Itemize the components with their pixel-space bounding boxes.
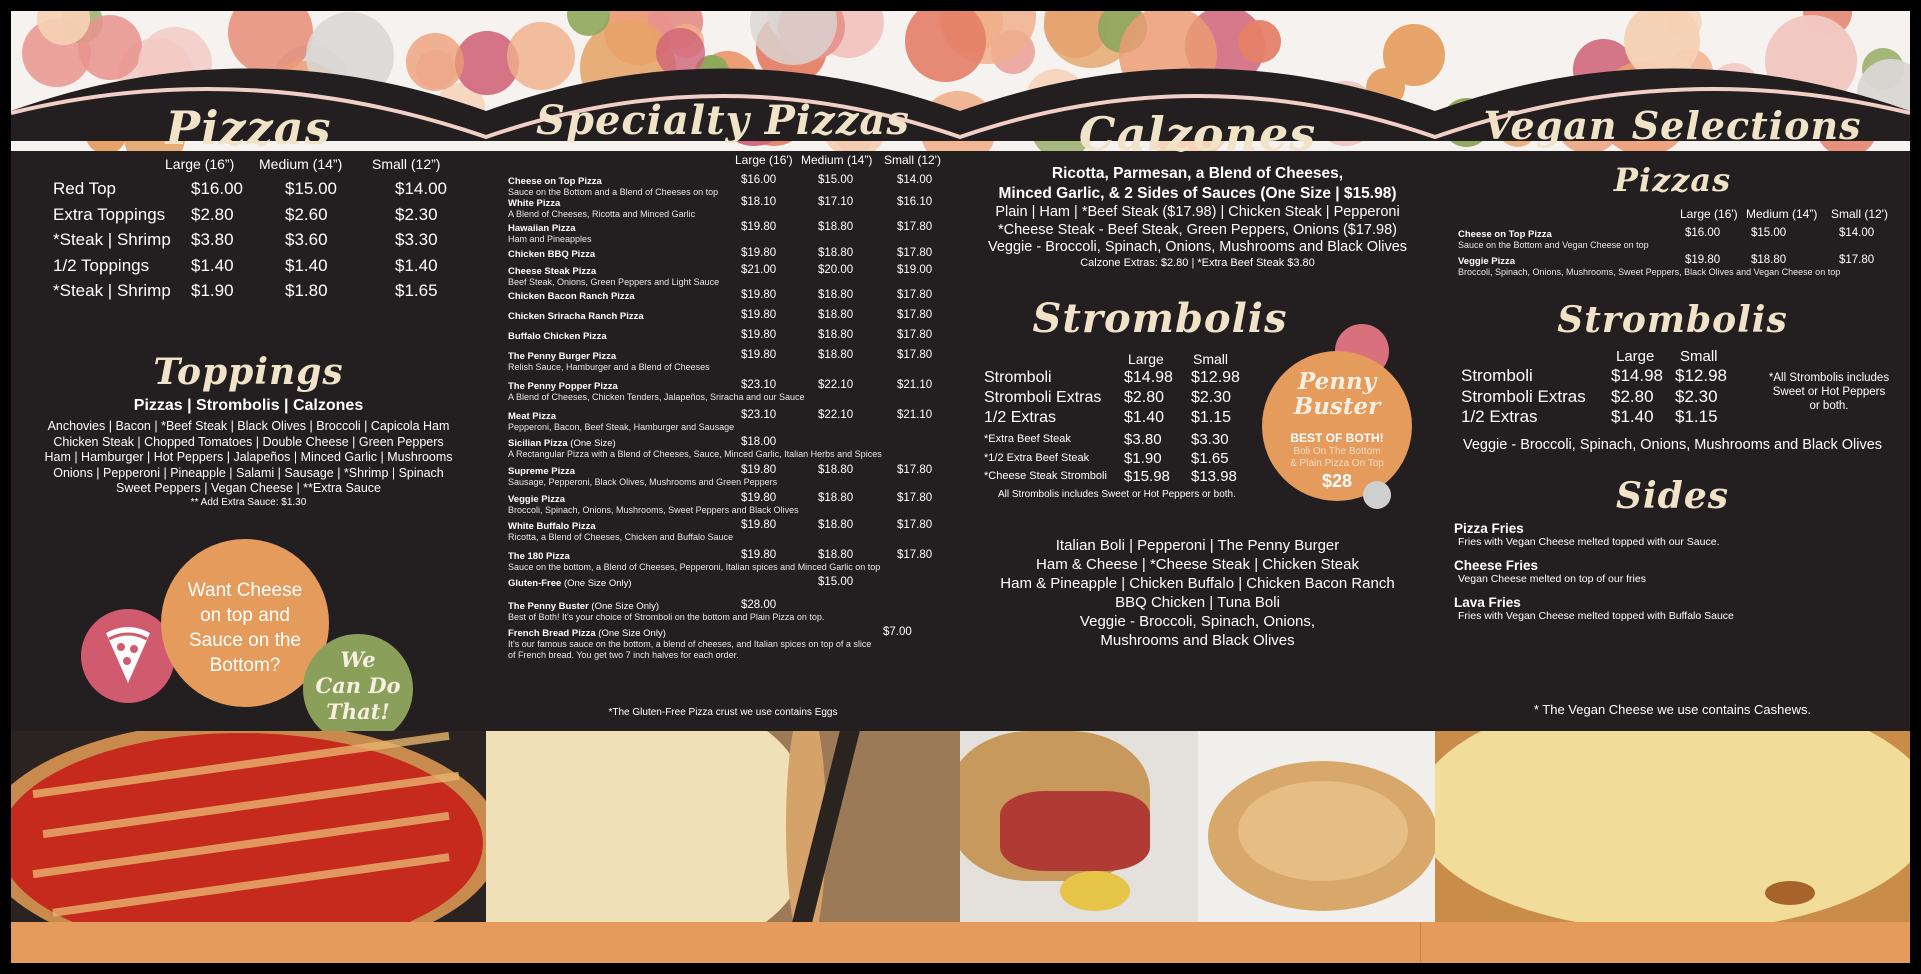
price-small: $1.15 [1675,407,1718,426]
price-large: $1.90 [191,281,234,300]
specialty-item [508,266,953,292]
specialty-item-size-note: (One Size Only) [561,578,632,589]
price-large: $21.00 [741,264,777,276]
price-large: $16.00 [1685,227,1721,239]
price-large: $23.10 [741,409,777,421]
vegan-side-description: Fries with Vegan Cheese melted topped with our Sauce. [1458,536,1720,548]
pizza-price-row [41,230,481,256]
vegan-side-item [1454,595,1904,622]
price-small: $17.80 [897,221,933,233]
price-small: $17.80 [897,492,933,504]
pizza-price-row [41,281,481,307]
vegan-side-item [1454,558,1904,585]
specialty-item-description: Sauce on the bottom, a Blend of Cheeses, Pepperoni, Italian spices and Minced Garlic on top [508,562,881,572]
specialty-item-name: Cheese on Top Pizza [508,176,602,187]
price-medium: $1.40 [285,255,328,275]
footer-band [11,922,1910,963]
vegan-stromboli-price-row [1461,407,1761,433]
specialty-item-name: Gluten-Free (One Size Only) [508,578,632,589]
stromboli-variety-line: Italian Boli | Pepperoni | The Penny Burger [1055,537,1340,554]
panel-pizzas [11,11,486,731]
price-small: $14.00 [395,179,447,198]
stromboli-variety-line: Ham & Pineapple | Chicken Buffalo | Chicken Bacon Ranch [1000,575,1395,592]
pizzas-title: Pizzas [165,101,332,155]
specialty-item-name: Chicken Sriracha Ranch Pizza [508,311,644,322]
price-small: $7.00 [883,626,912,638]
pizza-price-row [41,256,481,282]
extra-sauce-note: ** Add Extra Sauce: $1.30 [190,497,307,508]
price-large: $19.80 [741,329,777,341]
item-name: 1/2 Extras [984,409,1057,426]
price-large: $2.80 [191,204,234,224]
calzone-extras: Calzone Extras: $2.80 | *Extra Beef Steak $3.80 [1080,257,1315,269]
calzones-heading-2: Minced Garlic, & 2 Sides of Sauces (One Size | $15.98) [998,185,1397,202]
price-small: $1.65 [1191,449,1229,467]
price-large: $1.90 [1124,449,1162,467]
price-small: $17.80 [897,519,933,531]
toppings-line: Ham | Hamburger | Hot Peppers | Jalapeños | Minced Garlic | Mushrooms [44,450,453,464]
we-can-do-that-text [303,647,413,725]
price-small: $17.80 [897,329,933,341]
vegan-sides-title: Sides [1615,475,1730,517]
penny-buster-desc-line: & Plain Pizza On Top [1290,458,1384,469]
vegan-stromboli-note [1759,371,1899,413]
item-name: Stromboli Extras [1461,386,1586,406]
specialty-item [508,601,953,627]
penny-buster-title-line: Penny [1297,368,1377,395]
calzone-option-line: *Cheese Steak - Beef Steak, Green Peppers, Onions ($17.98) [998,221,1397,238]
specialty-item-name: Sicilian Pizza (One Size) [508,438,616,449]
price-large: $28.00 [741,599,777,611]
vegan-side-name: Lava Fries [1454,595,1521,610]
red-top-pizza-photo [11,731,486,922]
vegan-pizza-name: Cheese on Top Pizza [1458,229,1552,240]
price-medium: $18.80 [818,492,854,504]
strombolis-header-small: Small [1193,351,1229,367]
price-large: $19.80 [741,519,777,531]
price-medium: $18.80 [818,349,854,361]
calzones-title: Calzones [1078,107,1317,161]
item-name: 1/2 Extras [1461,407,1538,426]
calzone-option-line: Veggie - Broccoli, Spinach, Onions, Mushrooms and Black Olives [987,239,1408,255]
price-medium: $18.80 [818,247,854,259]
specialty-item-description: A Blend of Cheeses, Chicken Tenders, Jalapeños, Sriracha and our Sauce [508,392,805,402]
specialty-item [508,521,953,547]
specialty-item-name: Meat Pizza [508,411,557,422]
specialty-item-description: Beef Steak, Onions, Green Peppers and Light Sauce [508,277,720,287]
penny-buster-desc-line: Boli On The Bottom [1293,446,1381,457]
price-large: $19.80 [741,289,777,301]
specialty-item-size-note: (One Size Only) [595,628,666,639]
badge-line: We [340,647,376,672]
vegan-pizza-list [1458,229,1898,289]
price-small: $13.98 [1191,468,1237,485]
penny-buster-price: $28 [1321,471,1353,491]
price-medium: $18.80 [818,519,854,531]
specialty-item-name: Supreme Pizza [508,466,576,477]
vegan-pizzas-title: Pizzas [1613,161,1732,199]
specialty-item-description: of French bread. You get two 7 inch halves for each order. [508,650,739,660]
specialty-item [508,494,953,520]
vegan-strombolis-title: Strombolis [1557,299,1788,341]
specialty-header-large: Large (16') [735,153,793,167]
price-large: $1.40 [1611,407,1654,426]
price-small: $3.30 [395,230,438,249]
price-small: $17.80 [897,349,933,361]
vegan-stromboli-veggie: Veggie - Broccoli, Spinach, Onions, Mushrooms and Black Olives [1462,437,1883,453]
penny-buster-title-line: Buster [1293,393,1381,420]
price-small: $1.65 [395,281,438,300]
calzone-photo [1198,731,1435,922]
specialty-item-description: Ham and Pineapples [508,234,592,244]
price-small: $17.80 [897,289,933,301]
stromboli-varieties [960,536,1435,650]
price-large: $19.80 [741,549,777,561]
price-large: $19.80 [741,492,777,504]
price-small: $2.30 [1675,386,1718,406]
price-large: $19.80 [741,309,777,321]
vegan-stromboli-note-line: Sweet or Hot Peppers [1772,386,1886,398]
specialty-item-description: Sausage, Pepperoni, Black Olives, Mushrooms and Green Peppers [508,477,778,487]
toppings-subtitle: Pizzas | Strombolis | Calzones [133,397,364,414]
price-medium: $15.00 [818,174,854,186]
specialty-item-name: White Buffalo Pizza [508,521,596,532]
price-medium: $18.80 [818,329,854,341]
price-large: $18.10 [741,196,777,208]
panel-calzones-strombolis [960,11,1435,731]
price-small: $17.80 [1839,254,1875,266]
price-large: $1.40 [1124,409,1165,426]
vegan-stromboli-note-line: or both. [1809,400,1849,412]
item-name: 1/2 Toppings [53,255,150,275]
stromboli-variety-line: BBQ Chicken | Tuna Boli [1115,594,1280,611]
price-small: $2.30 [395,204,438,224]
pizzas-header-medium: Medium (14”) [259,156,343,172]
panel-vegan-selections [1435,11,1910,731]
specialty-header-medium: Medium (14”) [801,153,873,167]
price-large: $19.80 [741,221,777,233]
vegan-pizza-header-large: Large (16') [1680,207,1738,221]
vegan-cheese-note: * The Vegan Cheese we use contains Cashews. [1533,702,1812,717]
item-name: Stromboli [1461,366,1533,385]
promo-line: on top and [200,605,290,626]
price-small: $17.80 [897,464,933,476]
price-medium: $3.60 [285,230,328,249]
specialty-item-name: Chicken Bacon Ranch Pizza [508,291,635,302]
vegan-pizza-description: Broccoli, Spinach, Onions, Mushrooms, Sweet Peppers, Black Olives and Vegan Cheese on top [1458,267,1841,277]
toppings-line: Chicken Steak | Chopped Tomatoes | Double Cheese | Green Peppers [53,434,444,449]
price-medium: $18.80 [1751,254,1787,266]
stromboli-variety-line: Ham & Cheese | *Cheese Steak | Chicken Steak [1036,556,1359,573]
price-large: $3.80 [1124,431,1162,448]
specialty-item-description: Relish Sauce, Hamburger and a Blend of Cheeses [508,362,710,372]
specialty-item-description: A Rectangular Pizza with a Blend of Cheeses, Sauce, Minced Garlic, Italian Herbs and Spices [508,449,882,459]
price-small: $12.98 [1191,369,1240,386]
item-name: *Steak | Shrimp [53,230,171,249]
price-large: $16.00 [741,174,777,186]
specialty-item-name: The Penny Burger Pizza [508,351,617,362]
price-small: $17.80 [897,309,933,321]
price-small: $16.10 [897,196,933,208]
specialty-item-description: Ricotta, a Blend of Cheeses, Chicken and Buffalo Sauce [508,532,733,542]
vegan-side-item [1454,521,1904,548]
promo-line: Bottom? [209,655,281,676]
specialty-item-name: White Pizza [508,198,561,209]
pizza-slice-icon [103,625,153,685]
specialty-item-description: A Blend of Cheeses, Ricotta and Minced Garlic [508,209,696,219]
stromboli-cut-photo [960,731,1198,922]
calzone-option-line: Plain | Ham | *Beef Steak ($17.98) | Chicken Steak | Pepperoni [995,204,1400,220]
specialty-pizza-list [508,176,953,716]
white-pizza-photo [486,731,960,922]
toppings-title: Toppings [153,351,344,393]
price-medium: $18.80 [818,549,854,561]
vegan-side-description: Fries with Vegan Cheese melted topped with Buffalo Sauce [1458,610,1734,622]
vegan-pizza-name: Veggie Pizza [1458,256,1516,267]
price-large: $3.80 [191,230,234,249]
item-name: Stromboli [984,369,1052,386]
specialty-item-description: It's our famous sauce on the bottom, a blend of cheeses, and Italian spices on top of a slice [508,639,872,649]
price-large: $15.98 [1124,468,1170,485]
price-small: $1.15 [1191,409,1232,426]
stromboli-variety-line: Mushrooms and Black Olives [1100,632,1295,649]
specialty-item-size-note: (One Size) [567,438,616,449]
price-small: $12.98 [1675,366,1727,385]
price-large: $14.98 [1124,369,1173,386]
specialty-item-name: The Penny Buster (One Size Only) [508,601,659,612]
pizza-price-row [41,179,481,205]
vegan-pizza-description: Sauce on the Bottom and Vegan Cheese on top [1458,240,1649,250]
price-small: $1.40 [395,255,438,275]
item-name: *1/2 Extra Beef Steak [984,451,1090,464]
price-medium: $18.80 [818,464,854,476]
price-small: $19.00 [897,264,933,276]
item-name: *Steak | Shrimp [53,281,171,300]
vegan-pizza-item [1458,229,1898,255]
specialty-item-name: Hawaiian Pizza [508,223,576,234]
price-medium: $18.80 [818,289,854,301]
vegan-cheese-pizza-photo [1435,731,1910,922]
item-name: Stromboli Extras [984,389,1102,406]
price-large: $23.10 [741,379,777,391]
vegan-side-name: Pizza Fries [1454,521,1524,536]
calzones-options [960,204,1435,257]
item-name: *Extra Beef Steak [984,433,1071,445]
price-medium: $18.80 [818,309,854,321]
item-name: *Cheese Steak Stromboli [984,470,1107,482]
panel-specialty-pizzas [486,11,960,731]
specialty-item-name: Buffalo Chicken Pizza [508,331,607,342]
vegan-stromboli-header-small: Small [1680,348,1718,365]
price-small: $14.00 [897,174,933,186]
vegan-side-name: Cheese Fries [1454,558,1539,573]
specialty-item-size-note: (One Size Only) [588,601,659,612]
price-medium: $15.00 [285,179,337,198]
specialty-item-name: French Bread Pizza (One Size Only) [508,628,666,639]
toppings-line: Onions | Pepperoni | Pineapple | Salami | Sausage | *Shrimp | Spinach [53,465,444,480]
specialty-header-small: Small (12') [884,153,941,167]
price-small: $21.10 [897,379,933,391]
specialty-item [508,198,953,224]
price-small: $21.10 [897,409,933,421]
price-large: $2.80 [1611,386,1654,406]
vegan-pizza-item [1458,256,1898,282]
specialty-item-name: Chicken BBQ Pizza [508,249,596,260]
specialty-item [508,351,953,377]
specialty-item [508,466,953,492]
toppings-line: Sweet Peppers | Vegan Cheese | **Extra Sauce [116,481,381,495]
toppings-line: Anchovies | Bacon | *Beef Steak | Black Olives | Broccoli | Capicola Ham [47,419,450,433]
item-name: Red Top [53,179,117,198]
price-medium: $2.60 [285,204,328,224]
vegan-stromboli-price-table [1461,366,1761,446]
price-small: $17.80 [897,247,933,259]
specialty-item-name: Veggie Pizza [508,494,566,505]
specialty-item [508,438,953,464]
specialty-item [508,411,953,437]
price-large: $19.80 [741,349,777,361]
vegan-stromboli-header-large: Large [1616,348,1655,365]
price-small: $3.30 [1191,431,1229,448]
price-small: $17.80 [897,549,933,561]
specialty-item-description: Pepperoni, Bacon, Beef Steak, Hamburger and Sausage [508,422,735,432]
price-large: $2.80 [1124,389,1165,406]
price-large: $16.00 [191,179,243,198]
specialty-item-description: Best of Both! It's your choice of Stromboli on the bottom and Plain Pizza on top. [508,612,825,622]
specialty-item-name: The 180 Pizza [508,551,570,562]
price-small: $2.30 [1191,389,1232,406]
badge-line: Can Do [315,673,401,698]
price-large: $1.40 [191,255,234,275]
footer-divider [1420,922,1421,963]
vegan-title: Vegan Selections [1483,103,1862,148]
strombolis-title: Strombolis [1032,295,1288,342]
specialty-item-description: Sauce on the Bottom and a Blend of Cheeses on top [508,187,719,197]
penny-buster-tagline: BEST OF BOTH! [1290,431,1384,445]
pizza-price-row [41,205,481,231]
pizzas-price-table [41,179,481,319]
price-medium: $15.00 [1751,227,1787,239]
vegan-side-description: Vegan Cheese melted on top of our fries [1458,573,1646,585]
calzones-heading-1: Ricotta, Parmesan, a Blend of Cheeses, [1051,165,1344,182]
price-medium: $17.10 [818,196,854,208]
strombolis-price-table [984,369,1284,509]
strombolis-header-large: Large [1128,351,1164,367]
promo-line: Want Cheese [187,580,303,601]
badge-line: That! [326,699,390,724]
specialty-title: Specialty Pizzas [536,97,910,144]
price-large: $19.80 [741,464,777,476]
vegan-stromboli-note-line: *All Strombolis includes [1768,372,1890,384]
price-medium: $15.00 [818,576,854,588]
strombolis-note: All Strombolis includes Sweet or Hot Peppers or both. [998,489,1236,500]
price-small: $14.00 [1839,227,1875,239]
toppings-list [11,419,486,497]
price-medium: $18.80 [818,221,854,233]
specialty-item-name: The Penny Popper Pizza [508,381,618,392]
price-medium: $22.10 [818,409,854,421]
penny-buster-description [1262,446,1412,470]
specialty-item [508,551,953,577]
price-medium: $20.00 [818,264,854,276]
specialty-item [508,626,953,660]
price-large: $19.80 [1685,254,1721,266]
specialty-item [508,381,953,407]
price-medium: $22.10 [818,379,854,391]
price-large: $14.98 [1611,366,1663,385]
vegan-pizza-header-medium: Medium (14”) [1746,207,1818,221]
item-name: Extra Toppings [53,204,166,224]
promo-line: Sauce on the [189,630,301,651]
specialty-item-name: Cheese Steak Pizza [508,266,597,277]
specialty-item-description: Broccoli, Spinach, Onions, Mushrooms, Sweet Peppers and Black Olives [508,505,799,515]
price-medium: $1.80 [285,281,328,300]
specialty-item [508,223,953,249]
pizzas-header-small: Small (12”) [372,156,441,172]
gluten-free-note: *The Gluten-Free Pizza crust we use contains Eggs [608,707,838,718]
menu-board [11,11,1910,963]
price-large: $18.00 [741,436,777,448]
stromboli-variety-line: Veggie - Broccoli, Spinach, Onions, [1079,613,1316,630]
pizzas-header-large: Large (16”) [165,156,235,172]
price-large: $19.80 [741,247,777,259]
vegan-sides-list [1454,521,1904,641]
penny-buster-title [1262,369,1412,419]
vegan-pizza-header-small: Small (12') [1831,207,1888,221]
